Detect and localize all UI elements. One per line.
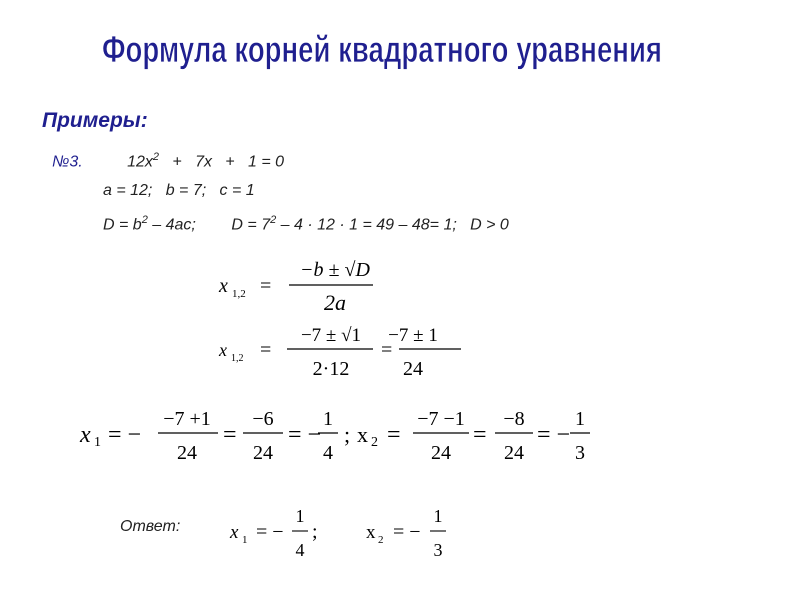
discriminant-calc-power: 2 bbox=[270, 214, 277, 226]
discriminant-line bbox=[103, 214, 509, 234]
answer-x2-subscript: 2 bbox=[378, 534, 384, 546]
answer-x1-variable: x bbox=[230, 522, 239, 543]
answer-x2-numerator: 1 bbox=[433, 506, 443, 526]
numerator-2: −8 bbox=[503, 408, 525, 430]
denominator: 2a bbox=[324, 290, 346, 315]
x2-variable: x bbox=[357, 422, 368, 447]
problem-line bbox=[52, 151, 284, 171]
answer-label: Ответ: bbox=[120, 518, 181, 535]
root-x2-calculation bbox=[355, 398, 600, 468]
problem-number: №3. bbox=[52, 153, 83, 171]
section-heading: Примеры: bbox=[42, 109, 148, 132]
discriminant-general-b: – 4ac; bbox=[147, 216, 196, 234]
denominator-2: 24 bbox=[253, 442, 273, 464]
root-x1-calculation bbox=[78, 398, 368, 468]
page-title bbox=[95, 26, 670, 76]
lhs-subscript: 1,2 bbox=[232, 288, 246, 300]
discriminant-general-power: 2 bbox=[141, 214, 148, 226]
discriminant-calc-a: D = 7 bbox=[231, 216, 271, 234]
answer-x1-numerator: 1 bbox=[295, 506, 305, 526]
answer-x2-equals: = − bbox=[393, 521, 421, 543]
answer-x2-variable: x bbox=[366, 522, 376, 543]
answer-x1-denominator: 4 bbox=[295, 540, 305, 560]
numerator-1: −7 +1 bbox=[163, 408, 211, 430]
denominator: 2·12 bbox=[312, 358, 350, 380]
numerator-3: 1 bbox=[575, 408, 585, 430]
answer-x1-equals: = − bbox=[256, 521, 284, 543]
answer-x2-denominator: 3 bbox=[433, 540, 443, 560]
x1-variable: x bbox=[80, 422, 91, 448]
substituted-root-formula bbox=[215, 318, 455, 384]
equals-2: = bbox=[473, 422, 487, 448]
general-root-formula bbox=[215, 252, 385, 322]
denominator-2: 24 bbox=[504, 442, 524, 464]
equals-sign: = bbox=[260, 339, 272, 361]
discriminant-general-a: D = b bbox=[103, 216, 142, 234]
equation-power: 2 bbox=[152, 151, 160, 163]
answer-x1-subscript: 1 bbox=[242, 534, 248, 546]
lhs-subscript: 1,2 bbox=[231, 353, 244, 364]
numerator-2: −6 bbox=[252, 408, 274, 430]
numerator-1: −7 −1 bbox=[417, 408, 465, 430]
coefficients-line: a = 12; b = 7; c = 1 bbox=[103, 182, 255, 199]
equation-term: 12x bbox=[127, 153, 153, 171]
equation-rest: + 7x + 1 = 0 bbox=[159, 153, 285, 171]
denominator-3: 4 bbox=[323, 442, 333, 464]
equals-1: = bbox=[387, 422, 401, 448]
denominator-1: 24 bbox=[177, 442, 197, 464]
x1-subscript: 1 bbox=[94, 435, 101, 450]
discriminant-calc-b: – 4 · 12 · 1 = 49 – 48= 1; D > 0 bbox=[276, 216, 509, 234]
numerator: −b ± √D bbox=[300, 259, 370, 281]
equals-minus-3: = − bbox=[288, 422, 322, 448]
separator: ; bbox=[344, 422, 351, 447]
numerator-3: 1 bbox=[323, 408, 333, 430]
denominator-1: 24 bbox=[431, 442, 451, 464]
equals-sign: = bbox=[260, 275, 272, 297]
answer-separator: ; bbox=[312, 521, 318, 543]
lhs-variable: x bbox=[219, 340, 227, 360]
equals-2: = bbox=[223, 422, 237, 448]
answer-formula bbox=[228, 500, 468, 570]
equals-minus-3: = − bbox=[537, 422, 571, 448]
lhs-variable: x bbox=[219, 275, 228, 297]
numerator-2: −7 ± 1 bbox=[388, 325, 438, 346]
numerator: −7 ± √1 bbox=[300, 325, 362, 346]
page-title-text: Формула корней квадратного уравнения bbox=[102, 29, 662, 72]
x2-subscript: 2 bbox=[371, 435, 378, 450]
equals-minus: = − bbox=[108, 422, 142, 448]
denominator-2: 24 bbox=[403, 358, 423, 380]
equals-sign-2: = bbox=[381, 339, 393, 361]
denominator-3: 3 bbox=[575, 442, 585, 464]
